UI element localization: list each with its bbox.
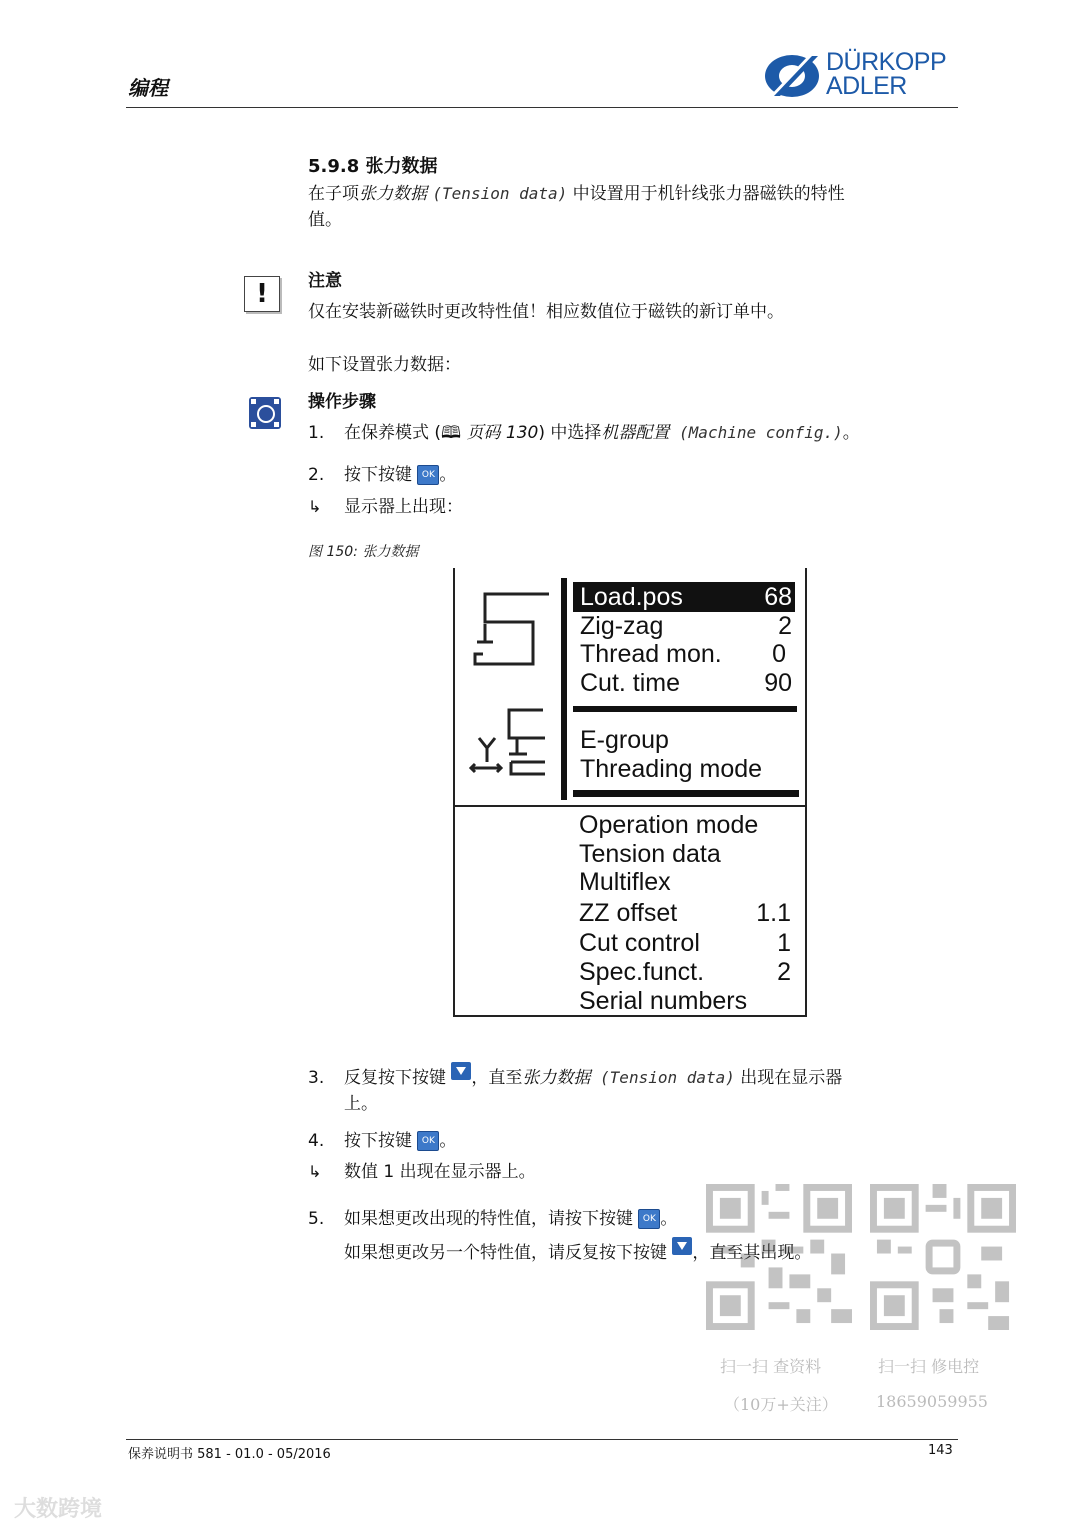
step-text: 在保养模式 ( [344, 423, 442, 443]
lcd-value: 2 [777, 958, 791, 986]
step-4 [308, 1128, 456, 1154]
step-text: 按下按键 [344, 1131, 418, 1151]
step-text: 按下按键 [344, 465, 418, 485]
intro-line2: 值。 [308, 210, 342, 230]
result-2 [308, 1159, 536, 1185]
result-arrow-icon: ↳ [308, 497, 322, 516]
lcd-group-3 [579, 811, 791, 1015]
lcd-row[interactable] [580, 612, 792, 641]
step-text: 如果想更改出现的特性值，请按下按键 [344, 1209, 639, 1229]
lcd-label: Spec.funct. [579, 958, 705, 986]
qr-code-icon [870, 1184, 1016, 1330]
lcd-label: Thread mon. [580, 640, 722, 668]
note-title: 注意 [308, 271, 342, 291]
step-text: 。 [660, 1209, 678, 1229]
step-mono: (Machine config.) [669, 423, 843, 442]
section-intro [308, 181, 958, 233]
watermark-text: 扫一扫 查资料 [720, 1357, 822, 1376]
step-text: 。 [439, 465, 457, 485]
logo-line1: DÜRKOPP [826, 48, 947, 76]
lcd-value: 68 [764, 583, 792, 611]
lcd-row-selected[interactable] [580, 583, 792, 612]
step-2 [308, 462, 456, 488]
step-number: 2. [308, 465, 325, 485]
page-reference-link[interactable]: 页码 130 [461, 423, 539, 443]
lcd-row[interactable] [579, 928, 791, 957]
header-rule [126, 107, 958, 108]
result-text: 数值 1 出现在显示器上。 [344, 1162, 536, 1182]
step-italic: 张力数据 [522, 1068, 591, 1088]
result-1 [308, 494, 463, 520]
lcd-label: Zig-zag [580, 611, 664, 640]
footer-document-id: 保养说明书 581 - 01.0 - 05/2016 [128, 1447, 331, 1462]
chapter-title: 编程 [128, 76, 168, 100]
step-5 [308, 1202, 968, 1270]
step-3 [308, 1062, 958, 1117]
lcd-value: 1.1 [756, 899, 791, 927]
lcd-value: 90 [764, 668, 792, 697]
lcd-menu-item[interactable]: Tension data [579, 839, 721, 868]
ok-key-icon: OK [417, 465, 439, 485]
intro-post: 中设置用于机针线张力器磁铁的特性 [572, 184, 845, 204]
lcd-menu-item[interactable]: E-group [580, 726, 669, 754]
intro-mono: (Tension data) [432, 184, 568, 203]
watermark-text: （10万+关注） [724, 1395, 838, 1414]
step-text: 。 [842, 423, 860, 443]
intro-italic: 张力数据 [359, 184, 427, 204]
step-number: 5. [308, 1209, 325, 1229]
step-text: ，直至 [471, 1068, 523, 1088]
lcd-menu-item[interactable]: Serial numbers [579, 987, 748, 1015]
procedure-icon [249, 397, 281, 429]
logo-line2: ADLER [826, 72, 907, 100]
machine-icon [475, 594, 549, 664]
watermark-text: 18659059955 [876, 1392, 988, 1411]
threading-icon [471, 710, 545, 774]
footer-rule [126, 1439, 958, 1440]
step-text: 上。 [344, 1094, 378, 1114]
lcd-value: 1 [777, 929, 791, 957]
ok-key-icon: OK [638, 1209, 660, 1229]
lead-in: 如下设置张力数据： [308, 355, 461, 375]
step-text: 出现在显示器 [734, 1068, 843, 1088]
step-mono: (Tension data) [590, 1068, 735, 1087]
lcd-row[interactable] [579, 957, 791, 986]
step-text: 反复按下按键 [344, 1068, 452, 1088]
lcd-group-2 [580, 726, 800, 783]
lcd-label: Load.pos [580, 583, 683, 611]
down-key-icon [672, 1237, 692, 1255]
step-text: 。 [439, 1131, 457, 1151]
qr-code-icon [706, 1184, 852, 1330]
step-italic: 机器配置 [601, 423, 670, 443]
lcd-label: Cut. time [580, 668, 681, 697]
step-number: 1. [308, 423, 325, 443]
intro-pre: 在子项 [308, 184, 359, 204]
watermark-brand: 大数跨境 [14, 1497, 103, 1522]
step-text: ) 中选择 [538, 423, 602, 443]
lcd-row[interactable] [580, 669, 792, 698]
logo-text [826, 50, 946, 98]
logo-icon [762, 52, 822, 100]
watermark-text: 扫一扫 修电控 [878, 1357, 980, 1376]
lcd-value: 0 [772, 640, 786, 668]
section-heading: 5.9.8 张力数据 [308, 156, 438, 177]
warning-icon: ! [244, 276, 280, 312]
lcd-menu-item[interactable]: Threading mode [580, 754, 763, 783]
result-text: 显示器上出现： [344, 497, 463, 517]
note-text: 仅在安装新磁铁时更改特性值！相应数值位于磁铁的新订单中。 [308, 302, 784, 322]
lcd-label: Cut control [579, 929, 700, 957]
lcd-menu-item[interactable]: Operation mode [579, 811, 759, 839]
lcd-row[interactable] [580, 640, 792, 669]
ok-key-icon: OK [417, 1131, 439, 1151]
step-number: 4. [308, 1131, 325, 1151]
step-text: 如果想更改另一个特性值，请反复按下按键 [344, 1243, 673, 1263]
lcd-menu-item[interactable]: Multiflex [579, 868, 671, 896]
book-icon: 🕮 [441, 423, 462, 443]
step-text: ，直至其出现。 [692, 1243, 812, 1263]
lcd-label: ZZ offset [579, 899, 678, 927]
figure-caption: 图 150: 张力数据 [308, 544, 419, 560]
down-key-icon [451, 1062, 471, 1080]
page-number: 143 [928, 1443, 953, 1458]
lcd-row[interactable] [579, 898, 791, 928]
result-arrow-icon: ↳ [308, 1162, 322, 1181]
lcd-group-1 [580, 583, 792, 697]
step-number: 3. [308, 1068, 325, 1088]
step-1 [308, 420, 860, 446]
procedure-title: 操作步骤 [308, 392, 376, 412]
lcd-value: 2 [778, 611, 792, 640]
